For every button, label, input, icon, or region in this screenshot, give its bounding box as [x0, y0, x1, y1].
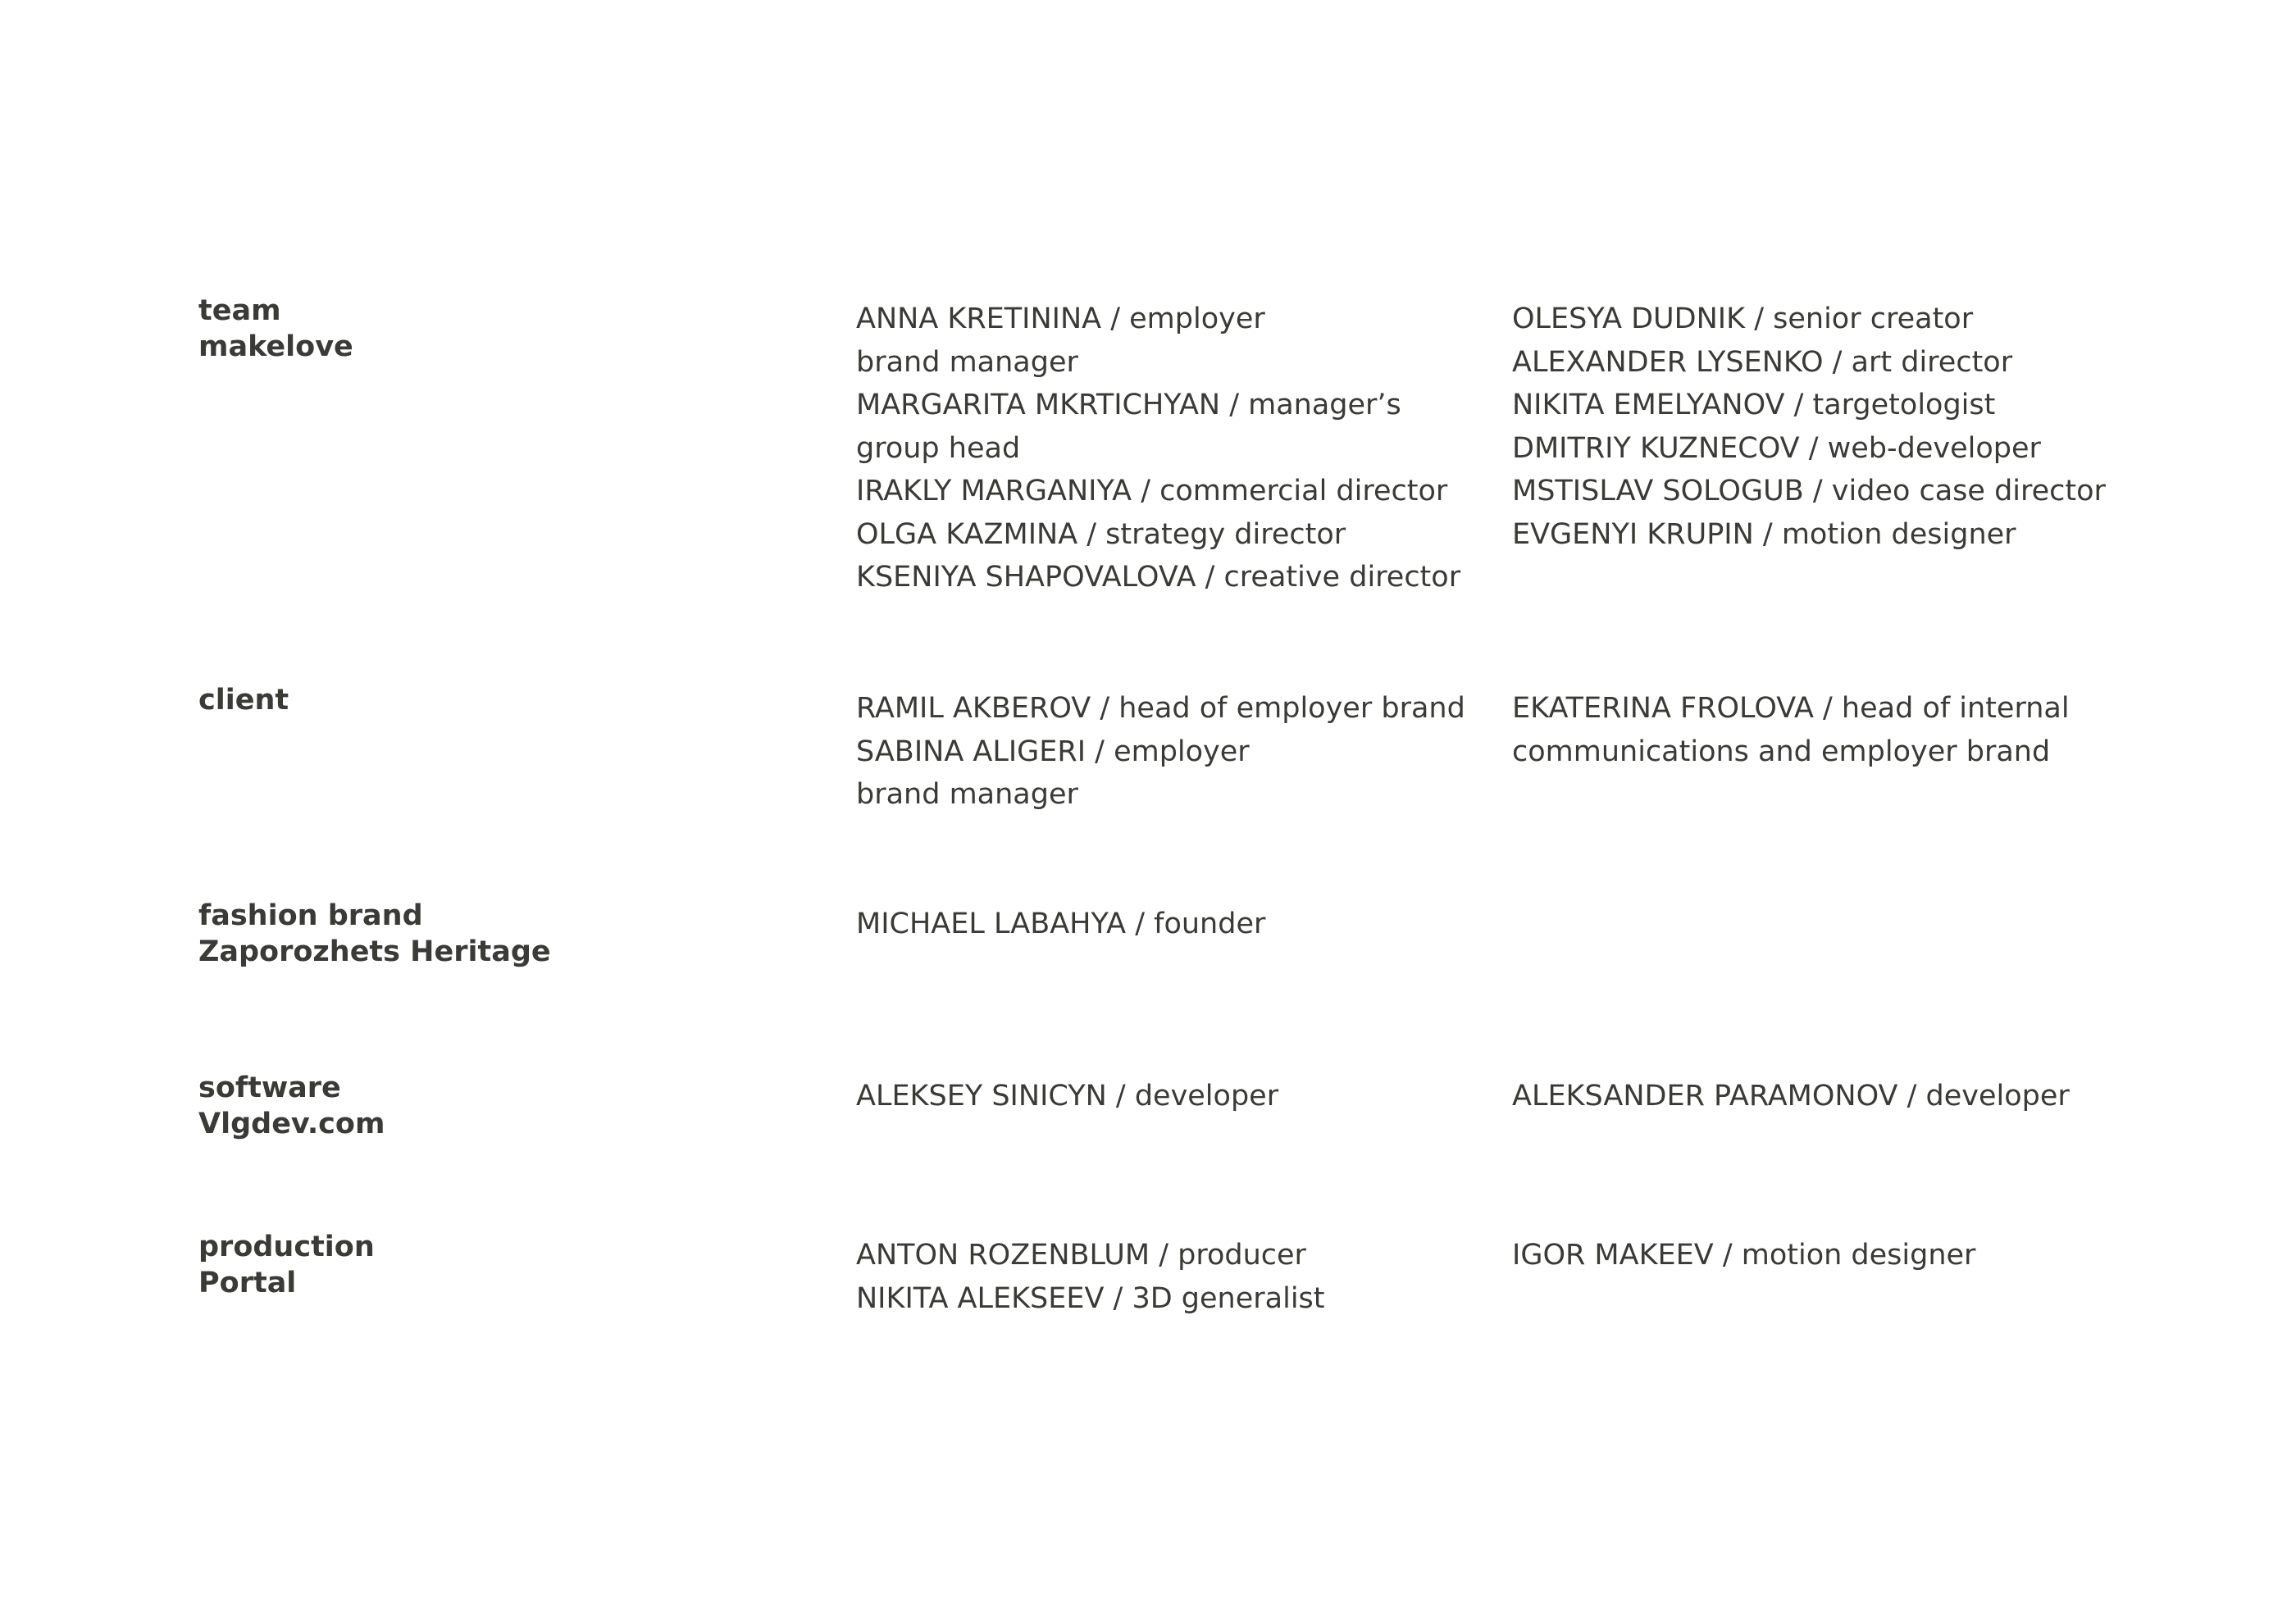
credits-column-right [1512, 298, 2184, 556]
credit-line: RAMIL AKBEROV / head of employer brand [856, 692, 1465, 725]
credits-column-right [1512, 1234, 2184, 1277]
credit-line: OLESYA DUDNIK / senior creator [1512, 303, 1974, 335]
label-line: makelove [198, 330, 353, 363]
credit-line: ANNA KRETININA / employer [856, 303, 1265, 335]
credit-line: ALEKSEY SINICYN / developer [856, 1080, 1279, 1113]
credit-line: MSTISLAV SOLOGUB / video case director [1512, 475, 2106, 507]
label-line: client [198, 684, 289, 717]
section-label [198, 1070, 822, 1142]
section-label [198, 1229, 822, 1301]
credit-line: communications and employer brand [1512, 735, 2051, 768]
credit-line: IRAKLY MARGANIYA / commercial director [856, 475, 1448, 507]
credit-line: DMITRIY KUZNECOV / web-developer [1512, 431, 2041, 465]
credits-column-right [1512, 1075, 2184, 1118]
credit-line: EVGENYI KRUPIN / motion designer [1512, 517, 2016, 551]
section-label [198, 682, 822, 718]
credits-column-left [856, 1234, 1496, 1320]
credits-column-left [856, 903, 1496, 946]
label-line: production [198, 1231, 375, 1263]
credit-line: MICHAEL LABAHYA / founder [856, 908, 1266, 940]
credit-line: NIKITA ALEKSEEV / 3D generalist [856, 1281, 1325, 1315]
credit-line: SABINA ALIGERI / employer [856, 735, 1250, 768]
credit-line: ANTON ROZENBLUM / producer [856, 1239, 1306, 1272]
section-label [198, 898, 822, 970]
credit-line: ALEXANDER LYSENKO / art director [1512, 345, 2013, 379]
credit-line: ALEKSANDER PARAMONOV / developer [1512, 1080, 2070, 1113]
label-line: fashion brand [198, 899, 423, 932]
credit-line: brand manager [856, 778, 1078, 811]
credit-line: MARGARITA MKRTICHYAN / manager’s [856, 389, 1401, 421]
credits-column-left [856, 687, 1496, 817]
label-line: Vlgdev.com [198, 1108, 385, 1140]
section-label [198, 293, 822, 365]
credit-line: IGOR MAKEEV / motion designer [1512, 1239, 1976, 1272]
credit-line: group head [856, 431, 1021, 465]
credit-line: OLGA KAZMINA / strategy director [856, 517, 1346, 551]
label-line: software [198, 1072, 341, 1104]
label-line: Portal [198, 1267, 297, 1299]
credits-column-right [1512, 687, 2184, 773]
label-line: Zaporozhets Heritage [198, 935, 551, 968]
credit-line: KSENIYA SHAPOVALOVA / creative director [856, 561, 1461, 594]
credits-column-left [856, 1075, 1496, 1118]
credit-line: brand manager [856, 345, 1078, 379]
credit-line: NIKITA EMELYANOV / targetologist [1512, 389, 1996, 421]
label-line: team [198, 294, 281, 327]
credits-column-left [856, 298, 1496, 599]
credit-line: EKATERINA FROLOVA / head of internal [1512, 692, 2070, 725]
